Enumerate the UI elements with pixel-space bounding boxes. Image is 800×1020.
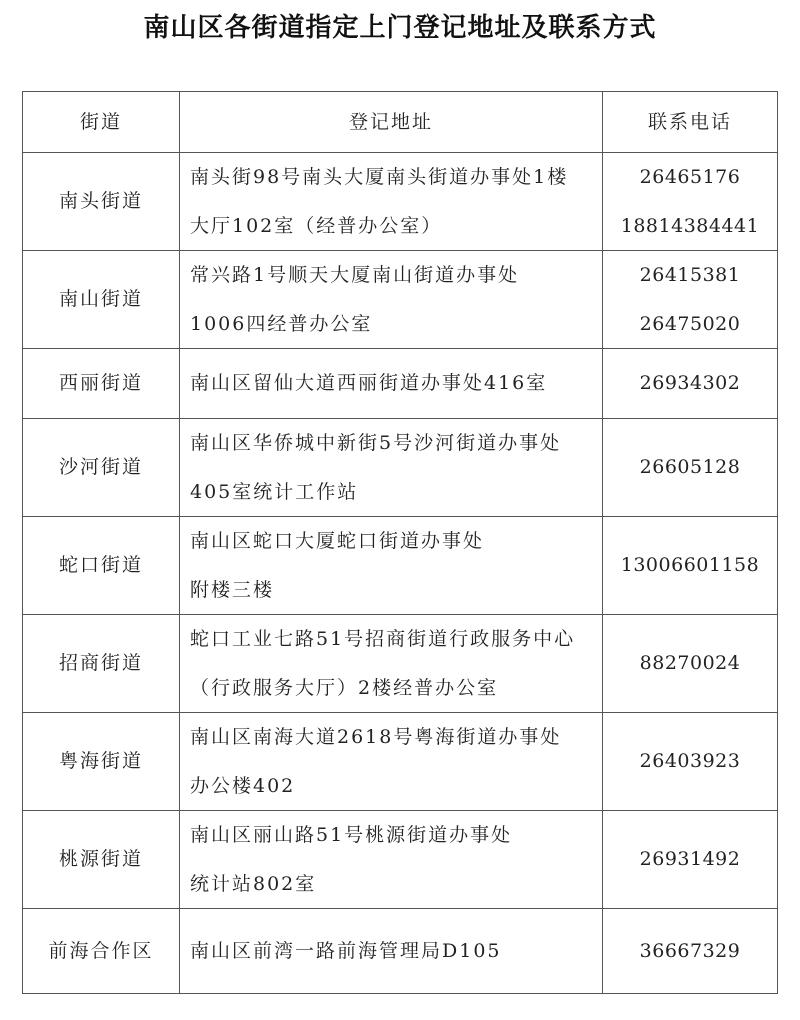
phone-number: 88270024 (639, 652, 741, 674)
phone-number: 13006601158 (620, 554, 760, 576)
address-line: 1006四经普办公室 (190, 312, 373, 335)
address-line: 大厅102室（经普办公室） (190, 214, 443, 237)
header-phone: 联系电话 (603, 92, 778, 153)
phone-cell (603, 251, 778, 349)
address-line: 南山区丽山路51号桃源街道办事处 (190, 823, 513, 846)
address-line: 南山区华侨城中新街5号沙河街道办事处 (190, 431, 562, 454)
address-cell (180, 615, 603, 713)
table-row (23, 419, 778, 517)
address-cell (180, 153, 603, 251)
header-street: 街道 (23, 92, 180, 153)
street-cell: 沙河街道 (23, 419, 180, 517)
street-cell: 南头街道 (23, 153, 180, 251)
table-row (23, 713, 778, 811)
header-address: 登记地址 (180, 92, 603, 153)
table-row (23, 811, 778, 909)
phone-number: 26605128 (639, 456, 741, 478)
street-cell: 桃源街道 (23, 811, 180, 909)
phone-cell (603, 615, 778, 713)
table-row (23, 517, 778, 615)
address-line: 南头街98号南头大厦南头街道办事处1楼 (190, 165, 569, 188)
table-row (23, 251, 778, 349)
table-row (23, 615, 778, 713)
street-cell: 西丽街道 (23, 349, 180, 419)
address-line: 南山区前湾一路前海管理局D105 (190, 939, 502, 962)
address-line: （行政服务大厅）2楼经普办公室 (190, 676, 499, 699)
phone-number: 26934302 (639, 372, 741, 394)
phone-cell (603, 811, 778, 909)
address-cell (180, 517, 603, 615)
phone-cell (603, 713, 778, 811)
page-title: 南山区各街道指定上门登记地址及联系方式 (143, 13, 657, 43)
address-line: 蛇口工业七路51号招商街道行政服务中心 (190, 627, 576, 650)
address-line: 南山区南海大道2618号粤海街道办事处 (190, 725, 562, 748)
address-cell (180, 419, 603, 517)
table-row (23, 909, 778, 994)
street-cell: 粤海街道 (23, 713, 180, 811)
address-cell (180, 811, 603, 909)
address-line: 统计站802室 (190, 872, 317, 895)
address-line: 附楼三楼 (190, 578, 275, 601)
phone-number: 36667329 (639, 939, 741, 962)
street-cell: 前海合作区 (23, 909, 180, 994)
address-cell (180, 713, 603, 811)
phone-cell (603, 349, 778, 419)
phone-number: 26475020 (639, 312, 741, 335)
address-line: 南山区留仙大道西丽街道办事处416室 (190, 372, 548, 394)
phone-number: 26403923 (639, 750, 741, 772)
address-line: 南山区蛇口大厦蛇口街道办事处 (190, 529, 485, 552)
registration-table (22, 91, 778, 994)
phone-cell (603, 517, 778, 615)
table-row (23, 349, 778, 419)
phone-cell (603, 909, 778, 994)
address-line: 405室统计工作站 (190, 480, 359, 503)
street-cell: 蛇口街道 (23, 517, 180, 615)
street-cell: 招商街道 (23, 615, 180, 713)
address-cell (180, 251, 603, 349)
address-cell (180, 909, 603, 994)
phone-number: 18814384441 (620, 214, 760, 237)
phone-cell (603, 153, 778, 251)
street-cell: 南山街道 (23, 251, 180, 349)
phone-number: 26465176 (639, 165, 741, 188)
address-line: 常兴路1号顺天大厦南山街道办事处 (190, 263, 520, 286)
phone-cell (603, 419, 778, 517)
table-row (23, 153, 778, 251)
address-cell (180, 349, 603, 419)
phone-number: 26931492 (639, 848, 741, 870)
phone-number: 26415381 (639, 263, 741, 286)
table-header-row (23, 92, 778, 153)
address-line: 办公楼402 (190, 774, 296, 797)
